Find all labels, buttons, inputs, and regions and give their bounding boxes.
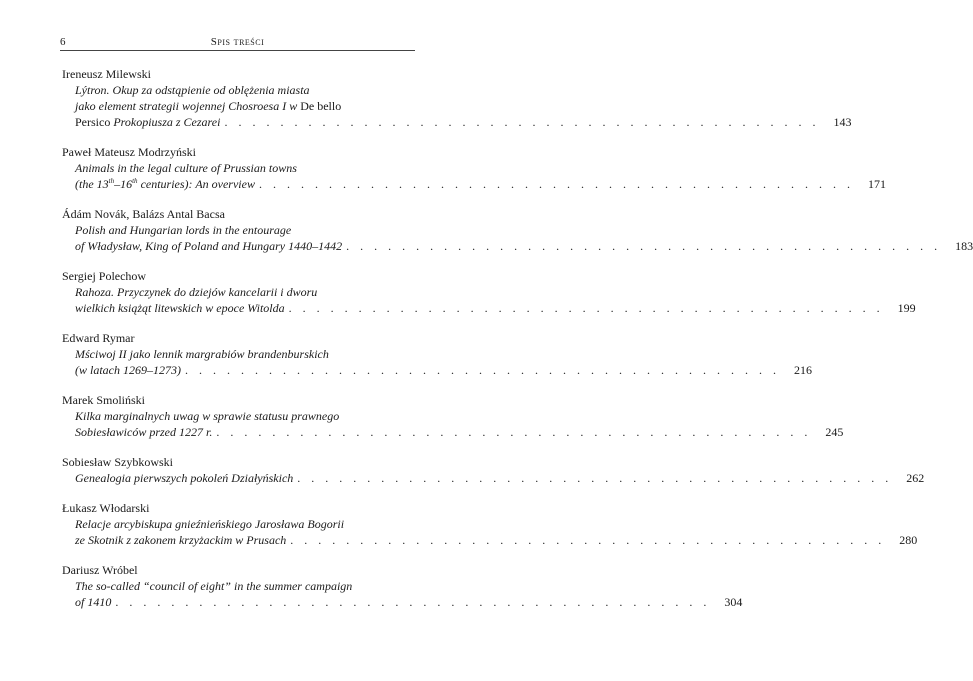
entry-title xyxy=(75,222,973,254)
title-last-text: of Władysław, King of Poland and Hungary 1440–1442 xyxy=(75,239,343,253)
leader-dots: . . . . . . . . . . . . . . . . . . . . . . . . . . . . . . . . . . . . . . . . . . . xyxy=(290,533,886,547)
toc-entry xyxy=(62,206,973,254)
entry-author: Sobiesław Szybkowski xyxy=(62,455,173,469)
title-line xyxy=(75,98,417,114)
title-last-text: Genealogia pierwszych pokoleń Działyńskich xyxy=(75,471,294,485)
entry-title xyxy=(75,408,844,440)
title-last-line xyxy=(75,362,812,378)
entry-author: Paweł Mateusz Modrzyński xyxy=(62,145,196,159)
leader-dots: . . . . . . . . . . . . . . . . . . . . . . . . . . . . . . . . . . . . . . . . . . . xyxy=(297,471,893,485)
title-last-text: Sobiesławiców przed 1227 r. xyxy=(75,425,213,439)
page-number: 6 xyxy=(60,36,66,48)
leader-dots: . . . . . . . . . . . . . . . . . . . . . . . . . . . . . . . . . . . . . . . . . . . xyxy=(346,239,942,253)
entry-author: Ádám Novák, Balázs Antal Bacsa xyxy=(62,207,225,221)
entry-title xyxy=(75,160,886,192)
entry-page-number: 262 xyxy=(906,471,925,485)
title-last-line xyxy=(75,532,918,548)
superscript: th xyxy=(108,177,115,185)
toc-entry xyxy=(62,500,918,548)
entry-title xyxy=(75,284,916,316)
title-last-text: ze Skotnik z zakonem krzyżackim w Prusach xyxy=(75,533,287,547)
toc-entry xyxy=(62,562,743,610)
title-last-line xyxy=(75,594,743,610)
title-line: Rahoza. Przyczynek do dziejów kancelarii i dworu xyxy=(75,285,318,299)
running-header xyxy=(60,36,415,51)
title-line-text: jako element strategii wojennej Chosroesa I w xyxy=(75,99,298,113)
title-line: The so-called “council of eight” in the summer campaign xyxy=(75,579,353,593)
title-line: Lýtron. Okup za odstąpienie od oblężenia miasta xyxy=(75,83,310,97)
toc-entry xyxy=(62,66,852,130)
title-line: Animals in the legal culture of Prussian towns xyxy=(75,161,297,175)
entry-page-number: 143 xyxy=(833,115,852,129)
toc-entry xyxy=(62,268,916,316)
leader-dots: . . . . . . . . . . . . . . . . . . . . . . . . . . . . . . . . . . . . . . . . . . . xyxy=(258,177,854,191)
entry-title xyxy=(75,82,852,130)
entry-title xyxy=(75,516,918,548)
leader-dots: . . . . . . . . . . . . . . . . . . . . . . . . . . . . . . . . . . . . . . . . . . . xyxy=(224,115,820,129)
leader-dots: . . . . . . . . . . . . . . . . . . . . . . . . . . . . . . . . . . . . . . . . . . . xyxy=(288,301,884,315)
running-title: Spis treści xyxy=(210,36,265,48)
superscript: th xyxy=(132,177,138,185)
entry-author: Marek Smoliński xyxy=(62,393,145,407)
title-last-line xyxy=(75,176,886,192)
entry-page-number: 245 xyxy=(825,425,844,439)
title-text-part: –16 xyxy=(114,177,133,191)
title-last-upright: Persico xyxy=(75,115,111,129)
title-line: Relacje arcybiskupa gnieźnieńskiego Jarosława Bogorii xyxy=(75,517,345,531)
title-last-line xyxy=(75,114,852,130)
entry-page-number: 304 xyxy=(724,595,743,609)
toc-entry xyxy=(62,392,844,440)
title-text-part: centuries): An overview xyxy=(137,177,255,191)
title-last-text xyxy=(75,114,220,130)
toc-entry xyxy=(62,454,925,486)
entry-page-number: 171 xyxy=(867,177,886,191)
entry-author: Ireneusz Milewski xyxy=(62,67,151,81)
table-of-contents xyxy=(62,66,973,624)
title-last-text: (w latach 1269–1273) xyxy=(75,363,181,377)
title-last-italic: Prokopiusza z Cezarei xyxy=(113,115,221,129)
title-last-text: of 1410 xyxy=(75,595,112,609)
title-last-text: wielkich książąt litewskich w epoce Witolda xyxy=(75,301,285,315)
entry-title xyxy=(75,346,812,378)
entry-author: Sergiej Polechow xyxy=(62,269,147,283)
entry-title xyxy=(75,470,925,486)
toc-entry xyxy=(62,144,886,192)
entry-page-number: 216 xyxy=(794,363,812,377)
entry-page-number: 280 xyxy=(899,533,918,547)
entry-author: Łukasz Włodarski xyxy=(62,501,150,515)
title-line-upright: De bello xyxy=(300,99,342,113)
title-line: Mściwoj II jako lennik margrabiów brandenburskich xyxy=(75,347,329,361)
entry-title xyxy=(75,578,743,610)
title-line: Kilka marginalnych uwag w sprawie statusu prawnego xyxy=(75,409,340,423)
entry-page-number: 199 xyxy=(897,301,916,315)
leader-dots: . . . . . . . . . . . . . . . . . . . . . . . . . . . . . . . . . . . . . . . . . . . xyxy=(185,363,780,377)
leader-dots: . . . . . . . . . . . . . . . . . . . . . . . . . . . . . . . . . . . . . . . . . . . xyxy=(115,595,711,609)
title-last-text xyxy=(75,176,255,192)
title-last-line xyxy=(75,300,916,316)
title-line: Polish and Hungarian lords in the entourage xyxy=(75,223,292,237)
entry-author: Dariusz Wróbel xyxy=(62,563,138,577)
title-last-line xyxy=(75,470,925,486)
title-text-part: (the 13 xyxy=(75,177,109,191)
toc-entry xyxy=(62,330,812,378)
title-last-line xyxy=(75,424,844,440)
entry-author: Edward Rymar xyxy=(62,331,135,345)
leader-dots: . . . . . . . . . . . . . . . . . . . . . . . . . . . . . . . . . . . . . . . . . . . xyxy=(216,425,812,439)
title-last-line xyxy=(75,238,973,254)
entry-page-number: 183 xyxy=(955,239,973,253)
